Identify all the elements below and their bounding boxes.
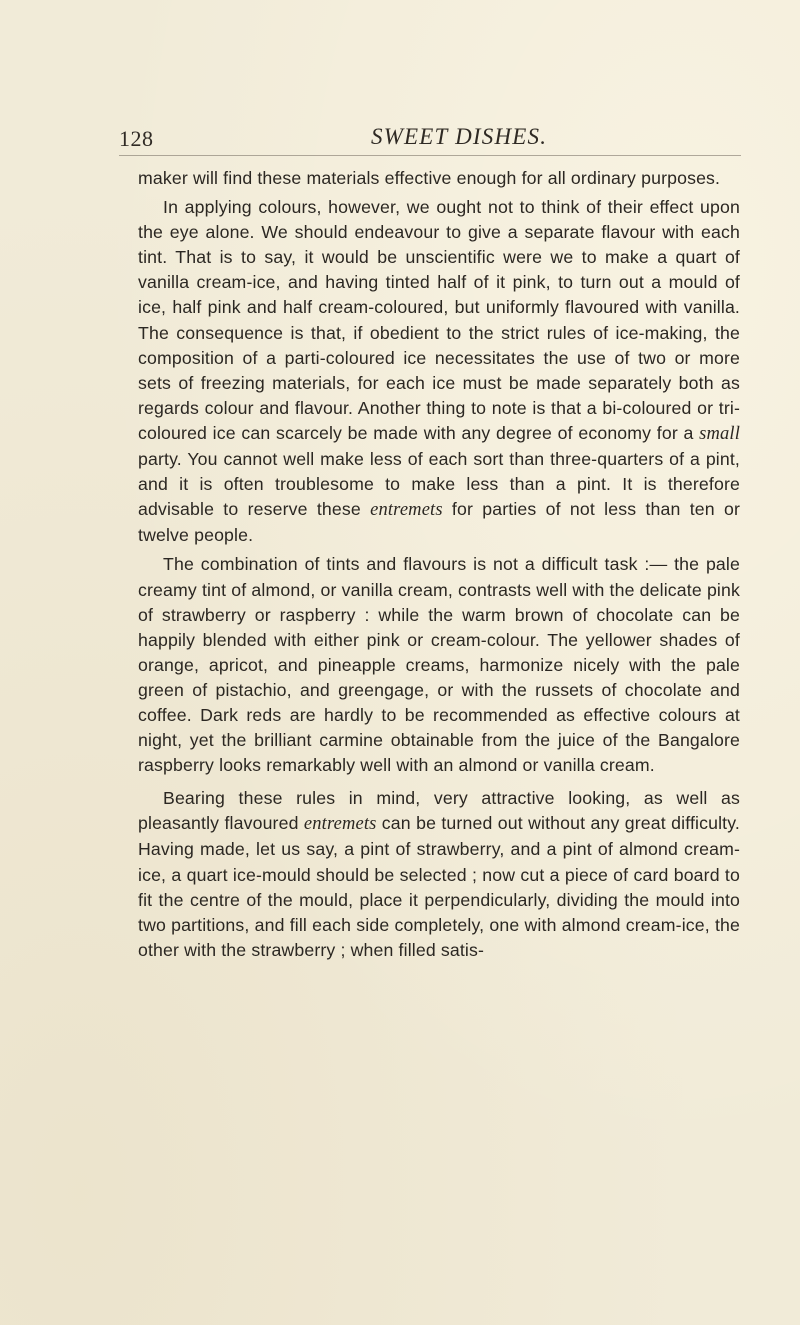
running-title: SWEET DISHES. <box>371 124 548 149</box>
paragraph-2-text-c: for parties of not less than ten or twelve people. <box>138 499 741 546</box>
page-number: 128 <box>119 126 154 151</box>
paragraph-4-emphasis-entremets: entremets <box>303 814 377 835</box>
header-rule <box>119 155 741 156</box>
paragraph-1: maker will find these materials effective enough for all ordinary purposes. <box>138 168 721 188</box>
paragraph-2-emphasis-small: small <box>699 423 740 444</box>
paragraph-3: The combination of tints and flavours is not a difficult task :— the pale creamy tint of almond, or vanilla cream, contrasts well with the delicate pink of strawberry or raspberry : while the warm brown of chocolate can be happily blended with either pink or cream-colour. The yellower shades of orange, apricot, and pineapple creams, harmonize nicely with the pale green of pistachio, and greengage, or with the russets of chocolate and coffee. Dark reds are hardly to be recommended as effective colours at night, yet the brilliant carmine obtainable from the juice of the Bangalore raspberry looks remarkably well with an almond or vanilla cream. <box>138 554 740 776</box>
paragraph-2-emphasis-entremets: entremets <box>370 500 443 521</box>
page-header <box>119 120 739 160</box>
paragraph-4-text-b: can be turned out without any great difficulty. Having made, let us say, a pint of strawberry, and a pint of almond cream-ice, a quart ice-mould should be selected ; now cut a piece of card board to fit the centre of the mould, place it perpendicularly, dividing the mould into two partitions, and fill each side completely, one with almond cream-ice, the other with the strawberry ; when filled satis- <box>138 813 740 960</box>
paragraph-2-text-b: party. You cannot well make less of each sort than three-quarters of a pint, and it is often troublesome to make less than a pint. It is therefore advisable to reserve these <box>138 449 740 520</box>
body-text <box>138 166 740 967</box>
paragraph-4 <box>138 786 740 963</box>
paragraph-4-text-a: Bearing these rules in mind, very attractive looking, as well as pleasantly flavoured <box>138 788 740 834</box>
paragraph-2 <box>138 195 740 548</box>
paragraph-2-text-a: In applying colours, however, we ought not to think of their effect upon the eye alone. We should endeavour to give a separate flavour with each tint. That is to say, it would be unscientific were we to make a quart of vanilla cream-ice, and having tinted half of it pink, to turn out a mould of ice, half pink and half cream-coloured, but uniformly flavoured with vanilla. The consequence is that, if obedient to the strict rules of ice-making, the composition of a parti-coloured ice necessitates the use of two or more sets of freezing materials, for each ice must be made separately both as regards colour and flavour. Another thing to note is that a bi-coloured or tri-coloured ice can scarcely be made with any degree of economy for a <box>138 197 740 443</box>
